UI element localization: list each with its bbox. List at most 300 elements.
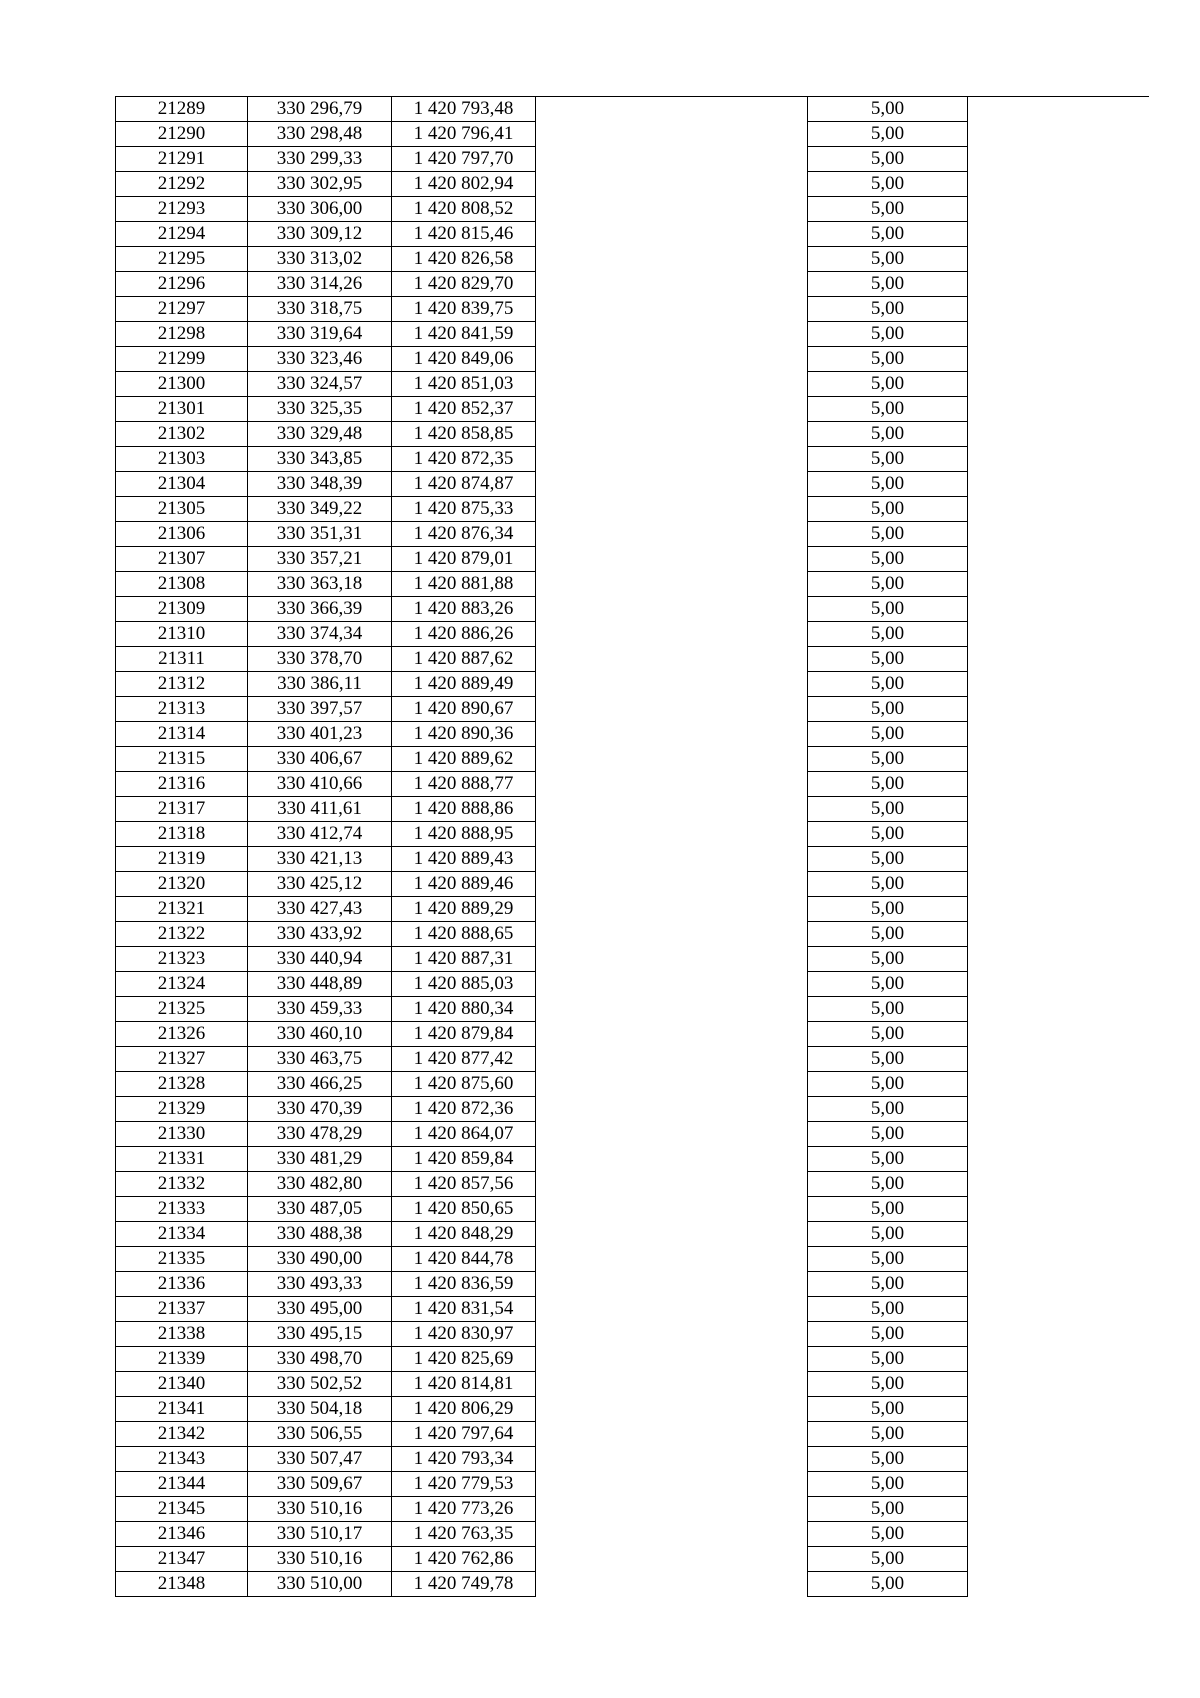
empty-cell: [968, 1097, 1150, 1122]
empty-cell: [536, 1497, 808, 1522]
y-coordinate-cell: 1 420 857,56: [392, 1172, 536, 1197]
empty-cell: [536, 1272, 808, 1297]
y-coordinate-cell: 1 420 887,31: [392, 947, 536, 972]
x-coordinate-cell: 330 348,39: [248, 472, 392, 497]
empty-cell: [968, 622, 1150, 647]
empty-cell: [968, 872, 1150, 897]
table-row: [116, 872, 1150, 897]
table-row: [116, 397, 1150, 422]
y-coordinate-cell: 1 420 864,07: [392, 1122, 536, 1147]
point-number-cell: 21299: [116, 347, 248, 372]
point-number-cell: 21341: [116, 1397, 248, 1422]
empty-cell: [968, 1222, 1150, 1247]
y-coordinate-cell: 1 420 872,35: [392, 447, 536, 472]
empty-cell: [968, 922, 1150, 947]
table-row: [116, 1022, 1150, 1047]
value-cell: 5,00: [808, 647, 968, 672]
table-row: [116, 572, 1150, 597]
table-row: [116, 1122, 1150, 1147]
empty-cell: [536, 1047, 808, 1072]
table-row: [116, 997, 1150, 1022]
value-cell: 5,00: [808, 272, 968, 297]
empty-cell: [536, 297, 808, 322]
empty-cell: [968, 347, 1150, 372]
empty-cell: [968, 147, 1150, 172]
y-coordinate-cell: 1 420 806,29: [392, 1397, 536, 1422]
table-row: [116, 1472, 1150, 1497]
value-cell: 5,00: [808, 847, 968, 872]
x-coordinate-cell: 330 325,35: [248, 397, 392, 422]
value-cell: 5,00: [808, 1447, 968, 1472]
table-row: [116, 272, 1150, 297]
table-row: [116, 1497, 1150, 1522]
x-coordinate-cell: 330 493,33: [248, 1272, 392, 1297]
value-cell: 5,00: [808, 597, 968, 622]
empty-cell: [968, 747, 1150, 772]
table-row: [116, 1147, 1150, 1172]
empty-cell: [536, 497, 808, 522]
point-number-cell: 21311: [116, 647, 248, 672]
point-number-cell: 21312: [116, 672, 248, 697]
x-coordinate-cell: 330 309,12: [248, 222, 392, 247]
x-coordinate-cell: 330 412,74: [248, 822, 392, 847]
point-number-cell: 21339: [116, 1347, 248, 1372]
value-cell: 5,00: [808, 172, 968, 197]
x-coordinate-cell: 330 421,13: [248, 847, 392, 872]
point-number-cell: 21304: [116, 472, 248, 497]
x-coordinate-cell: 330 363,18: [248, 572, 392, 597]
point-number-cell: 21342: [116, 1422, 248, 1447]
x-coordinate-cell: 330 502,52: [248, 1372, 392, 1397]
x-coordinate-cell: 330 481,29: [248, 1147, 392, 1172]
point-number-cell: 21307: [116, 547, 248, 572]
table-row: [116, 1322, 1150, 1347]
point-number-cell: 21316: [116, 772, 248, 797]
x-coordinate-cell: 330 411,61: [248, 797, 392, 822]
empty-cell: [968, 597, 1150, 622]
table-row: [116, 1422, 1150, 1447]
y-coordinate-cell: 1 420 877,42: [392, 1047, 536, 1072]
value-cell: 5,00: [808, 972, 968, 997]
empty-cell: [536, 122, 808, 147]
table-row: [116, 1397, 1150, 1422]
y-coordinate-cell: 1 420 848,29: [392, 1222, 536, 1247]
value-cell: 5,00: [808, 472, 968, 497]
point-number-cell: 21293: [116, 197, 248, 222]
x-coordinate-cell: 330 510,16: [248, 1497, 392, 1522]
point-number-cell: 21321: [116, 897, 248, 922]
x-coordinate-cell: 330 318,75: [248, 297, 392, 322]
empty-cell: [968, 672, 1150, 697]
table-row: [116, 522, 1150, 547]
empty-cell: [968, 547, 1150, 572]
empty-cell: [536, 1197, 808, 1222]
empty-cell: [536, 172, 808, 197]
y-coordinate-cell: 1 420 829,70: [392, 272, 536, 297]
empty-cell: [968, 97, 1150, 122]
table-row: [116, 1222, 1150, 1247]
value-cell: 5,00: [808, 622, 968, 647]
empty-cell: [536, 1172, 808, 1197]
empty-cell: [968, 497, 1150, 522]
x-coordinate-cell: 330 378,70: [248, 647, 392, 672]
point-number-cell: 21322: [116, 922, 248, 947]
point-number-cell: 21295: [116, 247, 248, 272]
x-coordinate-cell: 330 448,89: [248, 972, 392, 997]
table-row: [116, 597, 1150, 622]
empty-cell: [968, 1147, 1150, 1172]
value-cell: 5,00: [808, 1397, 968, 1422]
empty-cell: [536, 572, 808, 597]
y-coordinate-cell: 1 420 844,78: [392, 1247, 536, 1272]
y-coordinate-cell: 1 420 762,86: [392, 1547, 536, 1572]
x-coordinate-cell: 330 510,00: [248, 1572, 392, 1597]
x-coordinate-cell: 330 386,11: [248, 672, 392, 697]
point-number-cell: 21317: [116, 797, 248, 822]
y-coordinate-cell: 1 420 851,03: [392, 372, 536, 397]
empty-cell: [536, 722, 808, 747]
empty-cell: [968, 222, 1150, 247]
empty-cell: [536, 1347, 808, 1372]
empty-cell: [968, 297, 1150, 322]
empty-cell: [968, 947, 1150, 972]
point-number-cell: 21303: [116, 447, 248, 472]
x-coordinate-cell: 330 495,00: [248, 1297, 392, 1322]
y-coordinate-cell: 1 420 849,06: [392, 347, 536, 372]
value-cell: 5,00: [808, 1422, 968, 1447]
table-row: [116, 1097, 1150, 1122]
value-cell: 5,00: [808, 1197, 968, 1222]
value-cell: 5,00: [808, 1347, 968, 1372]
y-coordinate-cell: 1 420 749,78: [392, 1572, 536, 1597]
value-cell: 5,00: [808, 347, 968, 372]
y-coordinate-cell: 1 420 852,37: [392, 397, 536, 422]
value-cell: 5,00: [808, 122, 968, 147]
empty-cell: [968, 1472, 1150, 1497]
empty-cell: [536, 847, 808, 872]
y-coordinate-cell: 1 420 880,34: [392, 997, 536, 1022]
y-coordinate-cell: 1 420 872,36: [392, 1097, 536, 1122]
x-coordinate-cell: 330 349,22: [248, 497, 392, 522]
empty-cell: [968, 1572, 1150, 1597]
empty-cell: [968, 1272, 1150, 1297]
y-coordinate-cell: 1 420 888,65: [392, 922, 536, 947]
point-number-cell: 21335: [116, 1247, 248, 1272]
y-coordinate-cell: 1 420 888,95: [392, 822, 536, 847]
value-cell: 5,00: [808, 1147, 968, 1172]
point-number-cell: 21306: [116, 522, 248, 547]
point-number-cell: 21297: [116, 297, 248, 322]
table-row: [116, 97, 1150, 122]
value-cell: 5,00: [808, 1222, 968, 1247]
point-number-cell: 21329: [116, 1097, 248, 1122]
empty-cell: [536, 922, 808, 947]
table-row: [116, 672, 1150, 697]
empty-cell: [968, 822, 1150, 847]
point-number-cell: 21330: [116, 1122, 248, 1147]
empty-cell: [536, 822, 808, 847]
value-cell: 5,00: [808, 372, 968, 397]
table-row: [116, 1572, 1150, 1597]
empty-cell: [536, 1122, 808, 1147]
table-row: [116, 122, 1150, 147]
table-row: [116, 347, 1150, 372]
y-coordinate-cell: 1 420 859,84: [392, 1147, 536, 1172]
y-coordinate-cell: 1 420 836,59: [392, 1272, 536, 1297]
y-coordinate-cell: 1 420 889,43: [392, 847, 536, 872]
point-number-cell: 21332: [116, 1172, 248, 1197]
empty-cell: [536, 1547, 808, 1572]
value-cell: 5,00: [808, 1522, 968, 1547]
y-coordinate-cell: 1 420 875,33: [392, 497, 536, 522]
y-coordinate-cell: 1 420 830,97: [392, 1322, 536, 1347]
empty-cell: [536, 372, 808, 397]
y-coordinate-cell: 1 420 888,77: [392, 772, 536, 797]
table-row: [116, 1447, 1150, 1472]
y-coordinate-cell: 1 420 850,65: [392, 1197, 536, 1222]
empty-cell: [536, 972, 808, 997]
point-number-cell: 21320: [116, 872, 248, 897]
empty-cell: [536, 1322, 808, 1347]
value-cell: 5,00: [808, 222, 968, 247]
y-coordinate-cell: 1 420 879,84: [392, 1022, 536, 1047]
point-number-cell: 21310: [116, 622, 248, 647]
x-coordinate-cell: 330 478,29: [248, 1122, 392, 1147]
value-cell: 5,00: [808, 747, 968, 772]
x-coordinate-cell: 330 351,31: [248, 522, 392, 547]
table-row: [116, 897, 1150, 922]
point-number-cell: 21336: [116, 1272, 248, 1297]
empty-cell: [968, 197, 1150, 222]
table-row: [116, 1197, 1150, 1222]
point-number-cell: 21331: [116, 1147, 248, 1172]
table-row: [116, 972, 1150, 997]
y-coordinate-cell: 1 420 802,94: [392, 172, 536, 197]
x-coordinate-cell: 330 406,67: [248, 747, 392, 772]
y-coordinate-cell: 1 420 826,58: [392, 247, 536, 272]
value-cell: 5,00: [808, 497, 968, 522]
y-coordinate-cell: 1 420 797,64: [392, 1422, 536, 1447]
empty-cell: [536, 1422, 808, 1447]
empty-cell: [536, 1447, 808, 1472]
empty-cell: [968, 1447, 1150, 1472]
point-number-cell: 21348: [116, 1572, 248, 1597]
value-cell: 5,00: [808, 797, 968, 822]
point-number-cell: 21315: [116, 747, 248, 772]
empty-cell: [968, 722, 1150, 747]
x-coordinate-cell: 330 401,23: [248, 722, 392, 747]
x-coordinate-cell: 330 427,43: [248, 897, 392, 922]
value-cell: 5,00: [808, 197, 968, 222]
point-number-cell: 21290: [116, 122, 248, 147]
y-coordinate-cell: 1 420 890,67: [392, 697, 536, 722]
empty-cell: [536, 747, 808, 772]
x-coordinate-cell: 330 510,17: [248, 1522, 392, 1547]
empty-cell: [968, 322, 1150, 347]
empty-cell: [536, 872, 808, 897]
empty-cell: [536, 322, 808, 347]
x-coordinate-cell: 330 470,39: [248, 1097, 392, 1122]
empty-cell: [536, 997, 808, 1022]
value-cell: 5,00: [808, 697, 968, 722]
point-number-cell: 21345: [116, 1497, 248, 1522]
point-number-cell: 21291: [116, 147, 248, 172]
point-number-cell: 21333: [116, 1197, 248, 1222]
x-coordinate-cell: 330 323,46: [248, 347, 392, 372]
table-row: [116, 422, 1150, 447]
empty-cell: [536, 1397, 808, 1422]
y-coordinate-cell: 1 420 889,62: [392, 747, 536, 772]
x-coordinate-cell: 330 302,95: [248, 172, 392, 197]
x-coordinate-cell: 330 306,00: [248, 197, 392, 222]
table-row: [116, 647, 1150, 672]
empty-cell: [536, 447, 808, 472]
x-coordinate-cell: 330 357,21: [248, 547, 392, 572]
y-coordinate-cell: 1 420 889,29: [392, 897, 536, 922]
point-number-cell: 21334: [116, 1222, 248, 1247]
point-number-cell: 21302: [116, 422, 248, 447]
point-number-cell: 21314: [116, 722, 248, 747]
empty-cell: [968, 647, 1150, 672]
value-cell: 5,00: [808, 1547, 968, 1572]
x-coordinate-cell: 330 329,48: [248, 422, 392, 447]
empty-cell: [968, 772, 1150, 797]
value-cell: 5,00: [808, 672, 968, 697]
empty-cell: [536, 1572, 808, 1597]
empty-cell: [536, 1147, 808, 1172]
table-row: [116, 297, 1150, 322]
x-coordinate-cell: 330 488,38: [248, 1222, 392, 1247]
table-row: [116, 922, 1150, 947]
empty-cell: [968, 272, 1150, 297]
x-coordinate-cell: 330 397,57: [248, 697, 392, 722]
empty-cell: [968, 1297, 1150, 1322]
x-coordinate-cell: 330 510,16: [248, 1547, 392, 1572]
x-coordinate-cell: 330 366,39: [248, 597, 392, 622]
empty-cell: [536, 272, 808, 297]
value-cell: 5,00: [808, 1497, 968, 1522]
x-coordinate-cell: 330 314,26: [248, 272, 392, 297]
empty-cell: [536, 1097, 808, 1122]
value-cell: 5,00: [808, 1172, 968, 1197]
empty-cell: [968, 1497, 1150, 1522]
table-row: [116, 847, 1150, 872]
y-coordinate-cell: 1 420 883,26: [392, 597, 536, 622]
empty-cell: [536, 622, 808, 647]
empty-cell: [536, 1247, 808, 1272]
empty-cell: [536, 1297, 808, 1322]
point-number-cell: 21289: [116, 97, 248, 122]
table-row: [116, 1047, 1150, 1072]
point-number-cell: 21346: [116, 1522, 248, 1547]
x-coordinate-cell: 330 425,12: [248, 872, 392, 897]
x-coordinate-cell: 330 504,18: [248, 1397, 392, 1422]
coordinates-table-page: [115, 96, 1149, 1598]
point-number-cell: 21318: [116, 822, 248, 847]
empty-cell: [968, 1247, 1150, 1272]
value-cell: 5,00: [808, 297, 968, 322]
table-row: [116, 947, 1150, 972]
y-coordinate-cell: 1 420 887,62: [392, 647, 536, 672]
empty-cell: [968, 447, 1150, 472]
table-row: [116, 197, 1150, 222]
x-coordinate-cell: 330 324,57: [248, 372, 392, 397]
empty-cell: [536, 772, 808, 797]
value-cell: 5,00: [808, 147, 968, 172]
x-coordinate-cell: 330 296,79: [248, 97, 392, 122]
point-number-cell: 21337: [116, 1297, 248, 1322]
empty-cell: [968, 572, 1150, 597]
x-coordinate-cell: 330 299,33: [248, 147, 392, 172]
x-coordinate-cell: 330 440,94: [248, 947, 392, 972]
value-cell: 5,00: [808, 572, 968, 597]
point-number-cell: 21319: [116, 847, 248, 872]
y-coordinate-cell: 1 420 841,59: [392, 322, 536, 347]
point-number-cell: 21301: [116, 397, 248, 422]
empty-cell: [968, 972, 1150, 997]
point-number-cell: 21313: [116, 697, 248, 722]
value-cell: 5,00: [808, 1072, 968, 1097]
point-number-cell: 21344: [116, 1472, 248, 1497]
empty-cell: [536, 1522, 808, 1547]
table-row: [116, 622, 1150, 647]
x-coordinate-cell: 330 319,64: [248, 322, 392, 347]
value-cell: 5,00: [808, 422, 968, 447]
x-coordinate-cell: 330 466,25: [248, 1072, 392, 1097]
empty-cell: [968, 797, 1150, 822]
x-coordinate-cell: 330 433,92: [248, 922, 392, 947]
x-coordinate-cell: 330 410,66: [248, 772, 392, 797]
table-row: [116, 747, 1150, 772]
value-cell: 5,00: [808, 1247, 968, 1272]
y-coordinate-cell: 1 420 875,60: [392, 1072, 536, 1097]
empty-cell: [536, 522, 808, 547]
value-cell: 5,00: [808, 1122, 968, 1147]
empty-cell: [536, 1072, 808, 1097]
point-number-cell: 21308: [116, 572, 248, 597]
y-coordinate-cell: 1 420 814,81: [392, 1372, 536, 1397]
empty-cell: [968, 1547, 1150, 1572]
empty-cell: [536, 422, 808, 447]
y-coordinate-cell: 1 420 889,46: [392, 872, 536, 897]
value-cell: 5,00: [808, 522, 968, 547]
empty-cell: [536, 1472, 808, 1497]
x-coordinate-cell: 330 482,80: [248, 1172, 392, 1197]
table-row: [116, 472, 1150, 497]
empty-cell: [968, 397, 1150, 422]
y-coordinate-cell: 1 420 839,75: [392, 297, 536, 322]
value-cell: 5,00: [808, 1022, 968, 1047]
value-cell: 5,00: [808, 1372, 968, 1397]
point-number-cell: 21338: [116, 1322, 248, 1347]
point-number-cell: 21340: [116, 1372, 248, 1397]
empty-cell: [536, 1372, 808, 1397]
y-coordinate-cell: 1 420 888,86: [392, 797, 536, 822]
table-row: [116, 222, 1150, 247]
value-cell: 5,00: [808, 722, 968, 747]
y-coordinate-cell: 1 420 876,34: [392, 522, 536, 547]
empty-cell: [968, 372, 1150, 397]
empty-cell: [536, 797, 808, 822]
table-row: [116, 447, 1150, 472]
empty-cell: [536, 547, 808, 572]
empty-cell: [968, 422, 1150, 447]
point-number-cell: 21294: [116, 222, 248, 247]
table-row: [116, 1547, 1150, 1572]
table-row: [116, 772, 1150, 797]
y-coordinate-cell: 1 420 885,03: [392, 972, 536, 997]
table-row: [116, 1372, 1150, 1397]
